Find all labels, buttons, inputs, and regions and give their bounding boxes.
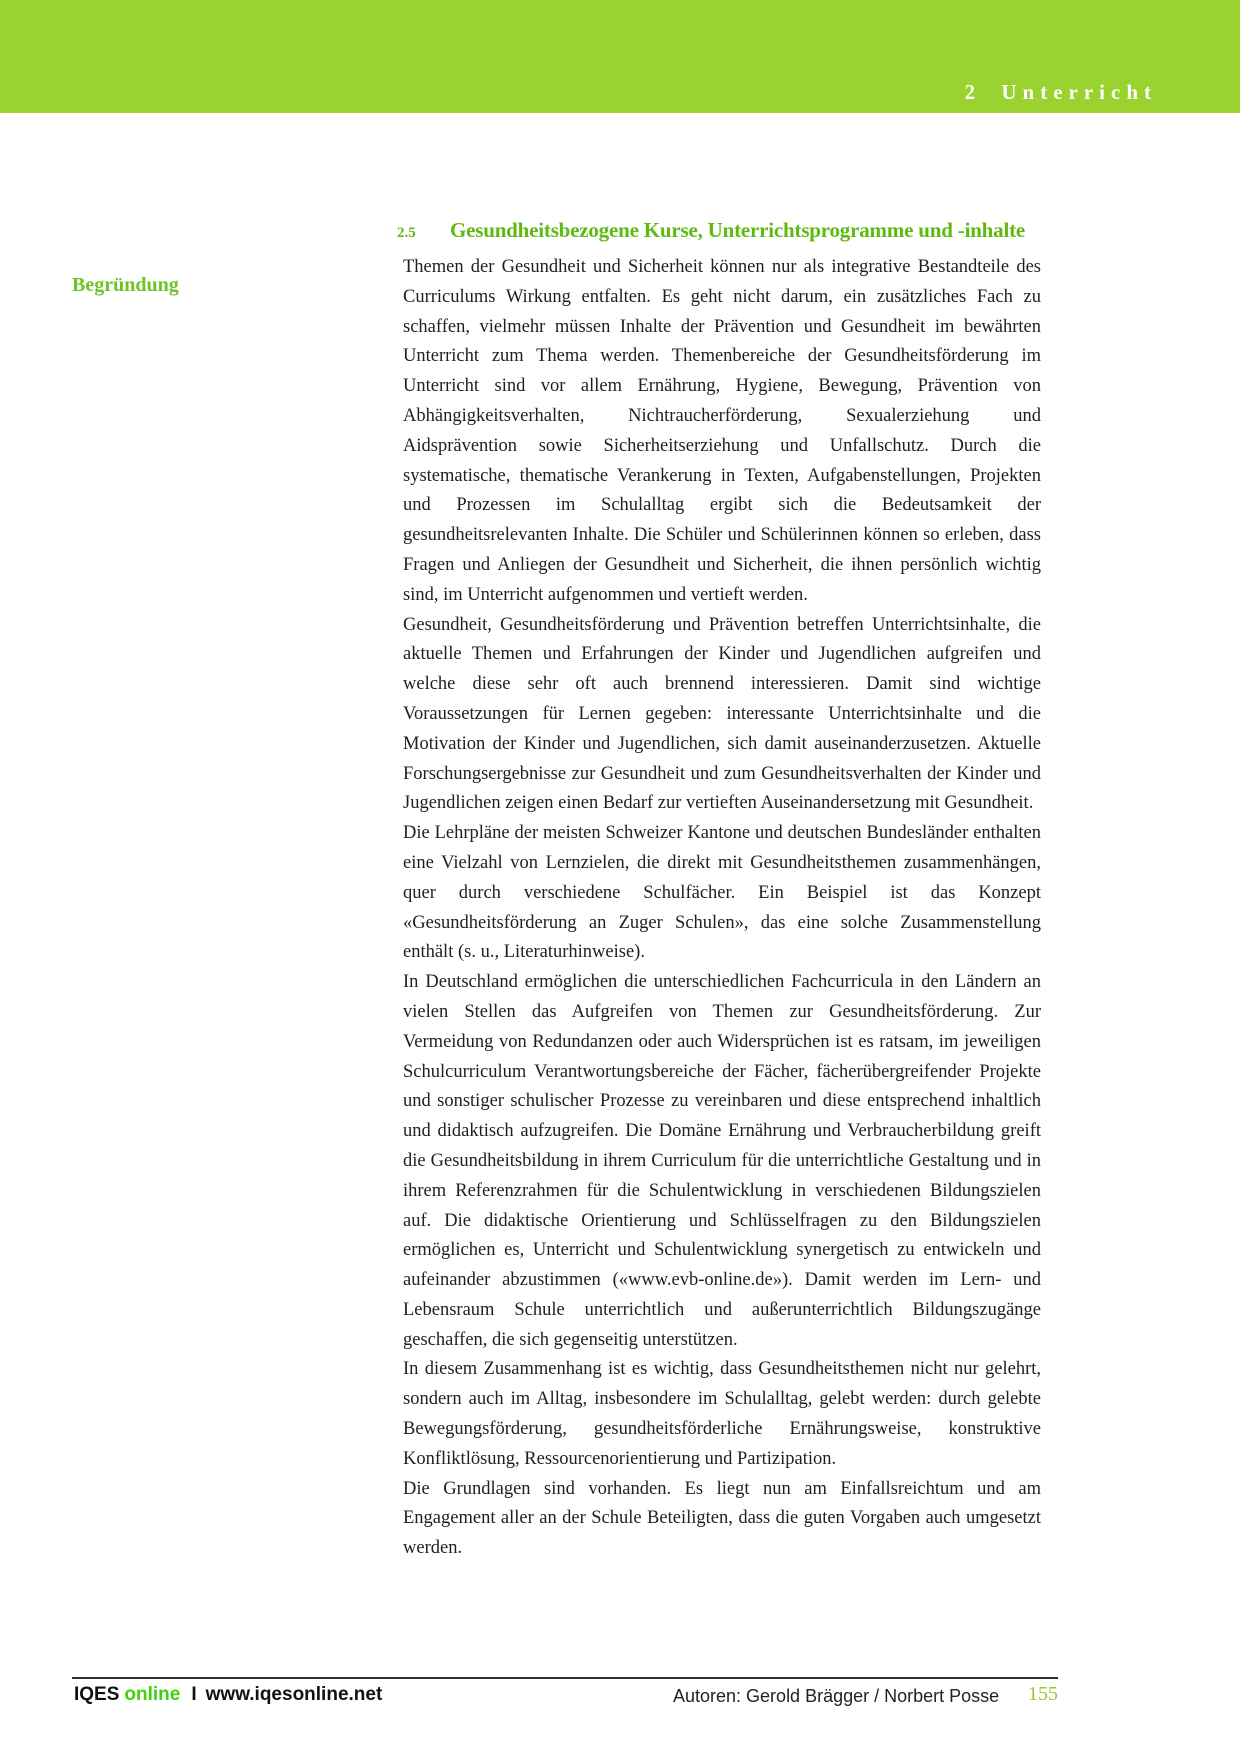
paragraph: In Deutschland ermöglichen die unterschiedlichen Fachcurricula in den Ländern an vielen Stellen das Aufgreifen von Themen zur Gesundheitsförderung. Zur Vermeidung von Redundanzen oder auch Widersprüchen ist es ratsam, im jeweiligen Schulcurriculum Verantwortungsbereiche der Fächer, fächerübergreifender Projekte und sonstiger schulischer Prozesse zu vereinbaren und diese entsprechend inhaltlich und didaktisch aufzugreifen. Die Domäne Ernährung und Verbraucherbildung greift die Gesundheitsbildung in ihrem Curriculum für die unterrichtliche Gestaltung und in ihrem Referenzrahmen für die Schulentwicklung in verschiedenen Bildungszielen auf. Die didaktische Orientierung und Schlüsselfragen zu den Bildungszielen ermöglichen es, Unterricht und Schulentwicklung synergetisch zu entwickeln und aufeinander abzustimmen («www.evb-online.de»). Damit werden im Lern- und Lebensraum Schule unterrichtlich und außerunterrichtlich Bildungszugänge geschaffen, die sich gegenseitig unterstützen.	[403, 972, 1041, 1350]
page-number: 155	[1028, 1683, 1058, 1705]
section-heading	[397, 218, 1025, 243]
brand-separator: I	[191, 1684, 197, 1705]
paragraph: Die Grundlagen sind vorhanden. Es liegt nun am Einfallsreichtum und am Engagement aller an der Schule Beteiligten, dass die guten Vorgaben auch umgesetzt werden.	[403, 1478, 1041, 1559]
paragraph: Gesundheit, Gesundheitsförderung und Prävention betreffen Unterrichtsinhalte, die aktuelle Themen und Erfahrungen der Kinder und Jugendlichen aufgreifen und welche diese sehr oft auch brennend interessieren. Damit sind wichtige Voraussetzungen für Lernen gegeben: interessante Unterrichtsinhalte und die Motivation der Kinder und Jugendlichen, sich damit auseinanderzusetzen. Aktuelle Forschungsergebnisse zur Gesundheit und zum Gesundheitsverhalten der Kinder und Jugendlichen zeigen einen Bedarf zur vertieften Auseinandersetzung mit Gesundheit.	[403, 614, 1041, 814]
section-number: 2.5	[397, 225, 416, 241]
paragraph: In diesem Zusammenhang ist es wichtig, dass Gesundheitsthemen nicht nur gelehrt, sondern auch im Alltag, insbesondere im Schulalltag, gelebt werden: durch gelebte Bewegungsförderung, gesundheitsförderliche Ernährungsweise, konstruktive Konfliktlösung, Ressourcenorientierung und Partizipation.	[403, 1359, 1041, 1469]
footer-authors: Autoren: Gerold Brägger / Norbert Posse	[673, 1686, 1000, 1706]
brand-iqes: IQES	[74, 1684, 120, 1705]
chapter-label: 2 Unterricht	[964, 80, 1157, 104]
margin-label-begruendung: Begründung	[72, 274, 179, 296]
footer-row	[72, 1679, 1058, 1709]
paragraph: Themen der Gesundheit und Sicherheit können nur als integrative Bestandteile des Curriculums Wirkung entfalten. Es geht nicht darum, ein zusätzliches Fach zu schaffen, vielmehr müssen Inhalte der Prävention und Gesundheit im bewährten Unterricht zum Thema werden. Themenbereiche der Gesundheitsförderung im Unterricht sind vor allem Ernährung, Hygiene, Bewegung, Prävention von Abhängigkeitsverhalten, Nichtraucherförderung, Sexualerziehung und Aidsprävention sowie Sicherheitserziehung und Unfallschutz. Durch die systematische, thematische Verankerung in Texten, Aufgabenstellungen, Projekten und Prozessen im Schulalltag ergibt sich die Bedeutsamkeit der gesundheitsrelevanten Inhalte. Die Schüler und Schülerinnen können so erleben, dass Fragen und Anliegen der Gesundheit und Sicherheit, die ihnen persönlich wichtig sind, im Unterricht aufgenommen und vertieft werden.	[403, 257, 1041, 605]
paragraph: Die Lehrpläne der meisten Schweizer Kantone und deutschen Bundesländer enthalten eine Vielzahl von Lernzielen, die direkt mit Gesundheitsthemen zusammenhängen, quer durch verschiedene Schulfächer. Ein Beispiel ist das Konzept «Gesundheitsförderung an Zuger Schulen», das eine solche Zusammenstellung enthält (s. u., Literaturhinweise).	[403, 823, 1041, 963]
brand-online: online	[124, 1684, 181, 1705]
chapter-header-bar	[0, 0, 1240, 113]
brand-url: www.iqesonline.net	[205, 1684, 383, 1705]
body-text	[403, 253, 1041, 1564]
section-title: Gesundheitsbezogene Kurse, Unterrichtsprogramme und -inhalte	[450, 218, 1026, 242]
footer-brand	[74, 1684, 382, 1706]
page-footer	[72, 1677, 1058, 1709]
